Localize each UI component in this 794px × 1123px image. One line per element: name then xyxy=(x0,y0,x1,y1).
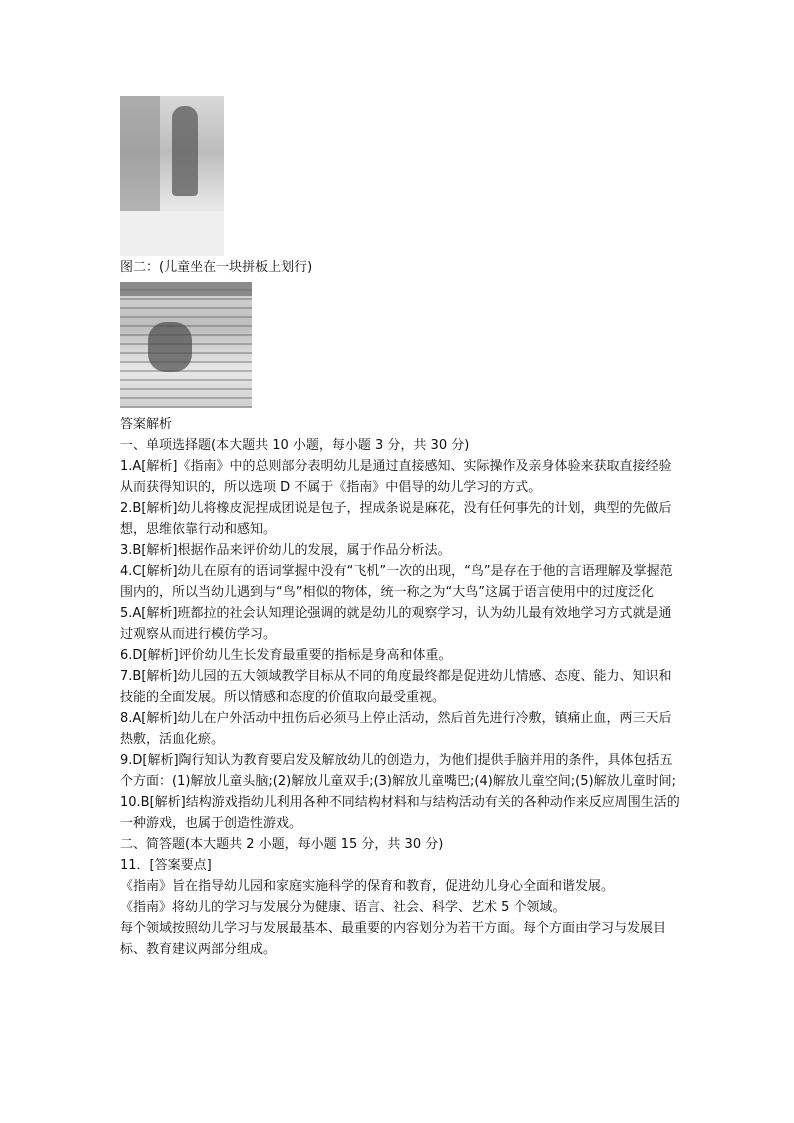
answer-section xyxy=(120,414,680,960)
q11-point-2: 《指南》将幼儿的学习与发展分为健康、语言、社会、科学、艺术 5 个领域。 xyxy=(120,900,566,915)
section2-title: 二、简答题(本大题共 2 小题，每小题 15 分，共 30 分) xyxy=(120,837,444,852)
q11-point-3: 每个领域按照幼儿学习与发展最基本、最重要的内容划分为若干方面。每个方面由学习与发展目标、教育建议两部分组成。 xyxy=(120,921,667,957)
answer-item-8: 8.A[解析]幼儿在户外活动中扭伤后必须马上停止活动，然后首先进行冷敷，镇痛止血，两三天后热敷，活血化瘀。 xyxy=(120,711,672,747)
child-sitting-on-board-photo xyxy=(120,282,252,408)
answer-item-3: 3.B[解析]根据作品来评价幼儿的发展，属于作品分析法。 xyxy=(120,543,451,558)
answer-item-6: 6.D[解析]评价幼儿生长发育最重要的指标是身高和体重。 xyxy=(120,648,452,663)
answers-heading: 答案解析 xyxy=(120,417,173,432)
answer-item-9: 9.D[解析]陶行知认为教育要启发及解放幼儿的创造力，为他们提供手脑并用的条件，具体包括五个方面：(1)解放儿童头脑;(2)解放儿童双手;(3)解放儿童嘴巴;(4)解放儿童空间;(5)解放儿童时间; xyxy=(120,753,676,789)
answer-item-10: 10.B[解析]结构游戏指幼儿利用各种不同结构材料和与结构活动有关的各种动作来反应周围生活的一种游戏，也属于创造性游戏。 xyxy=(120,795,680,831)
document-page xyxy=(120,96,680,960)
answer-item-4: 4.C[解析]幼儿在原有的语词掌握中没有“飞机”一次的出现，“鸟”是存在于他的言语理解及掌握范围内的，所以当幼儿遇到与“鸟”相似的物体，统一称之为“大鸟”这属于语言使用中的过度泛化 xyxy=(120,564,673,600)
child-standing-photo xyxy=(120,96,224,256)
answer-item-5: 5.A[解析]班都拉的社会认知理论强调的就是幼儿的观察学习，认为幼儿最有效地学习方式就是通过观察从而进行模仿学习。 xyxy=(120,606,672,642)
answer-item-2: 2.B[解析]幼儿将橡皮泥捏成团说是包子，捏成条说是麻花，没有任何事先的计划，典型的先做后想，思维依靠行动和感知。 xyxy=(120,501,672,537)
q11-label: 11．[答案要点] xyxy=(120,858,212,873)
answer-item-1: 1.A[解析]《指南》中的总则部分表明幼儿是通过直接感知、实际操作及亲身体验来获取直接经验从而获得知识的，所以选项 D 不属于《指南》中倡导的幼儿学习的方式。 xyxy=(120,459,672,495)
section1-title: 一、单项选择题(本大题共 10 小题，每小题 3 分，共 30 分) xyxy=(120,438,470,453)
answer-item-7: 7.B[解析]幼儿园的五大领域教学目标从不同的角度最终都是促进幼儿情感、态度、能力、知识和技能的全面发展。所以情感和态度的价值取向最受重视。 xyxy=(120,669,672,705)
figure2-caption: 图二：(儿童坐在一块拼板上划行) xyxy=(120,260,313,275)
q11-point-1: 《指南》旨在指导幼儿园和家庭实施科学的保育和教育，促进幼儿身心全面和谐发展。 xyxy=(120,879,615,894)
